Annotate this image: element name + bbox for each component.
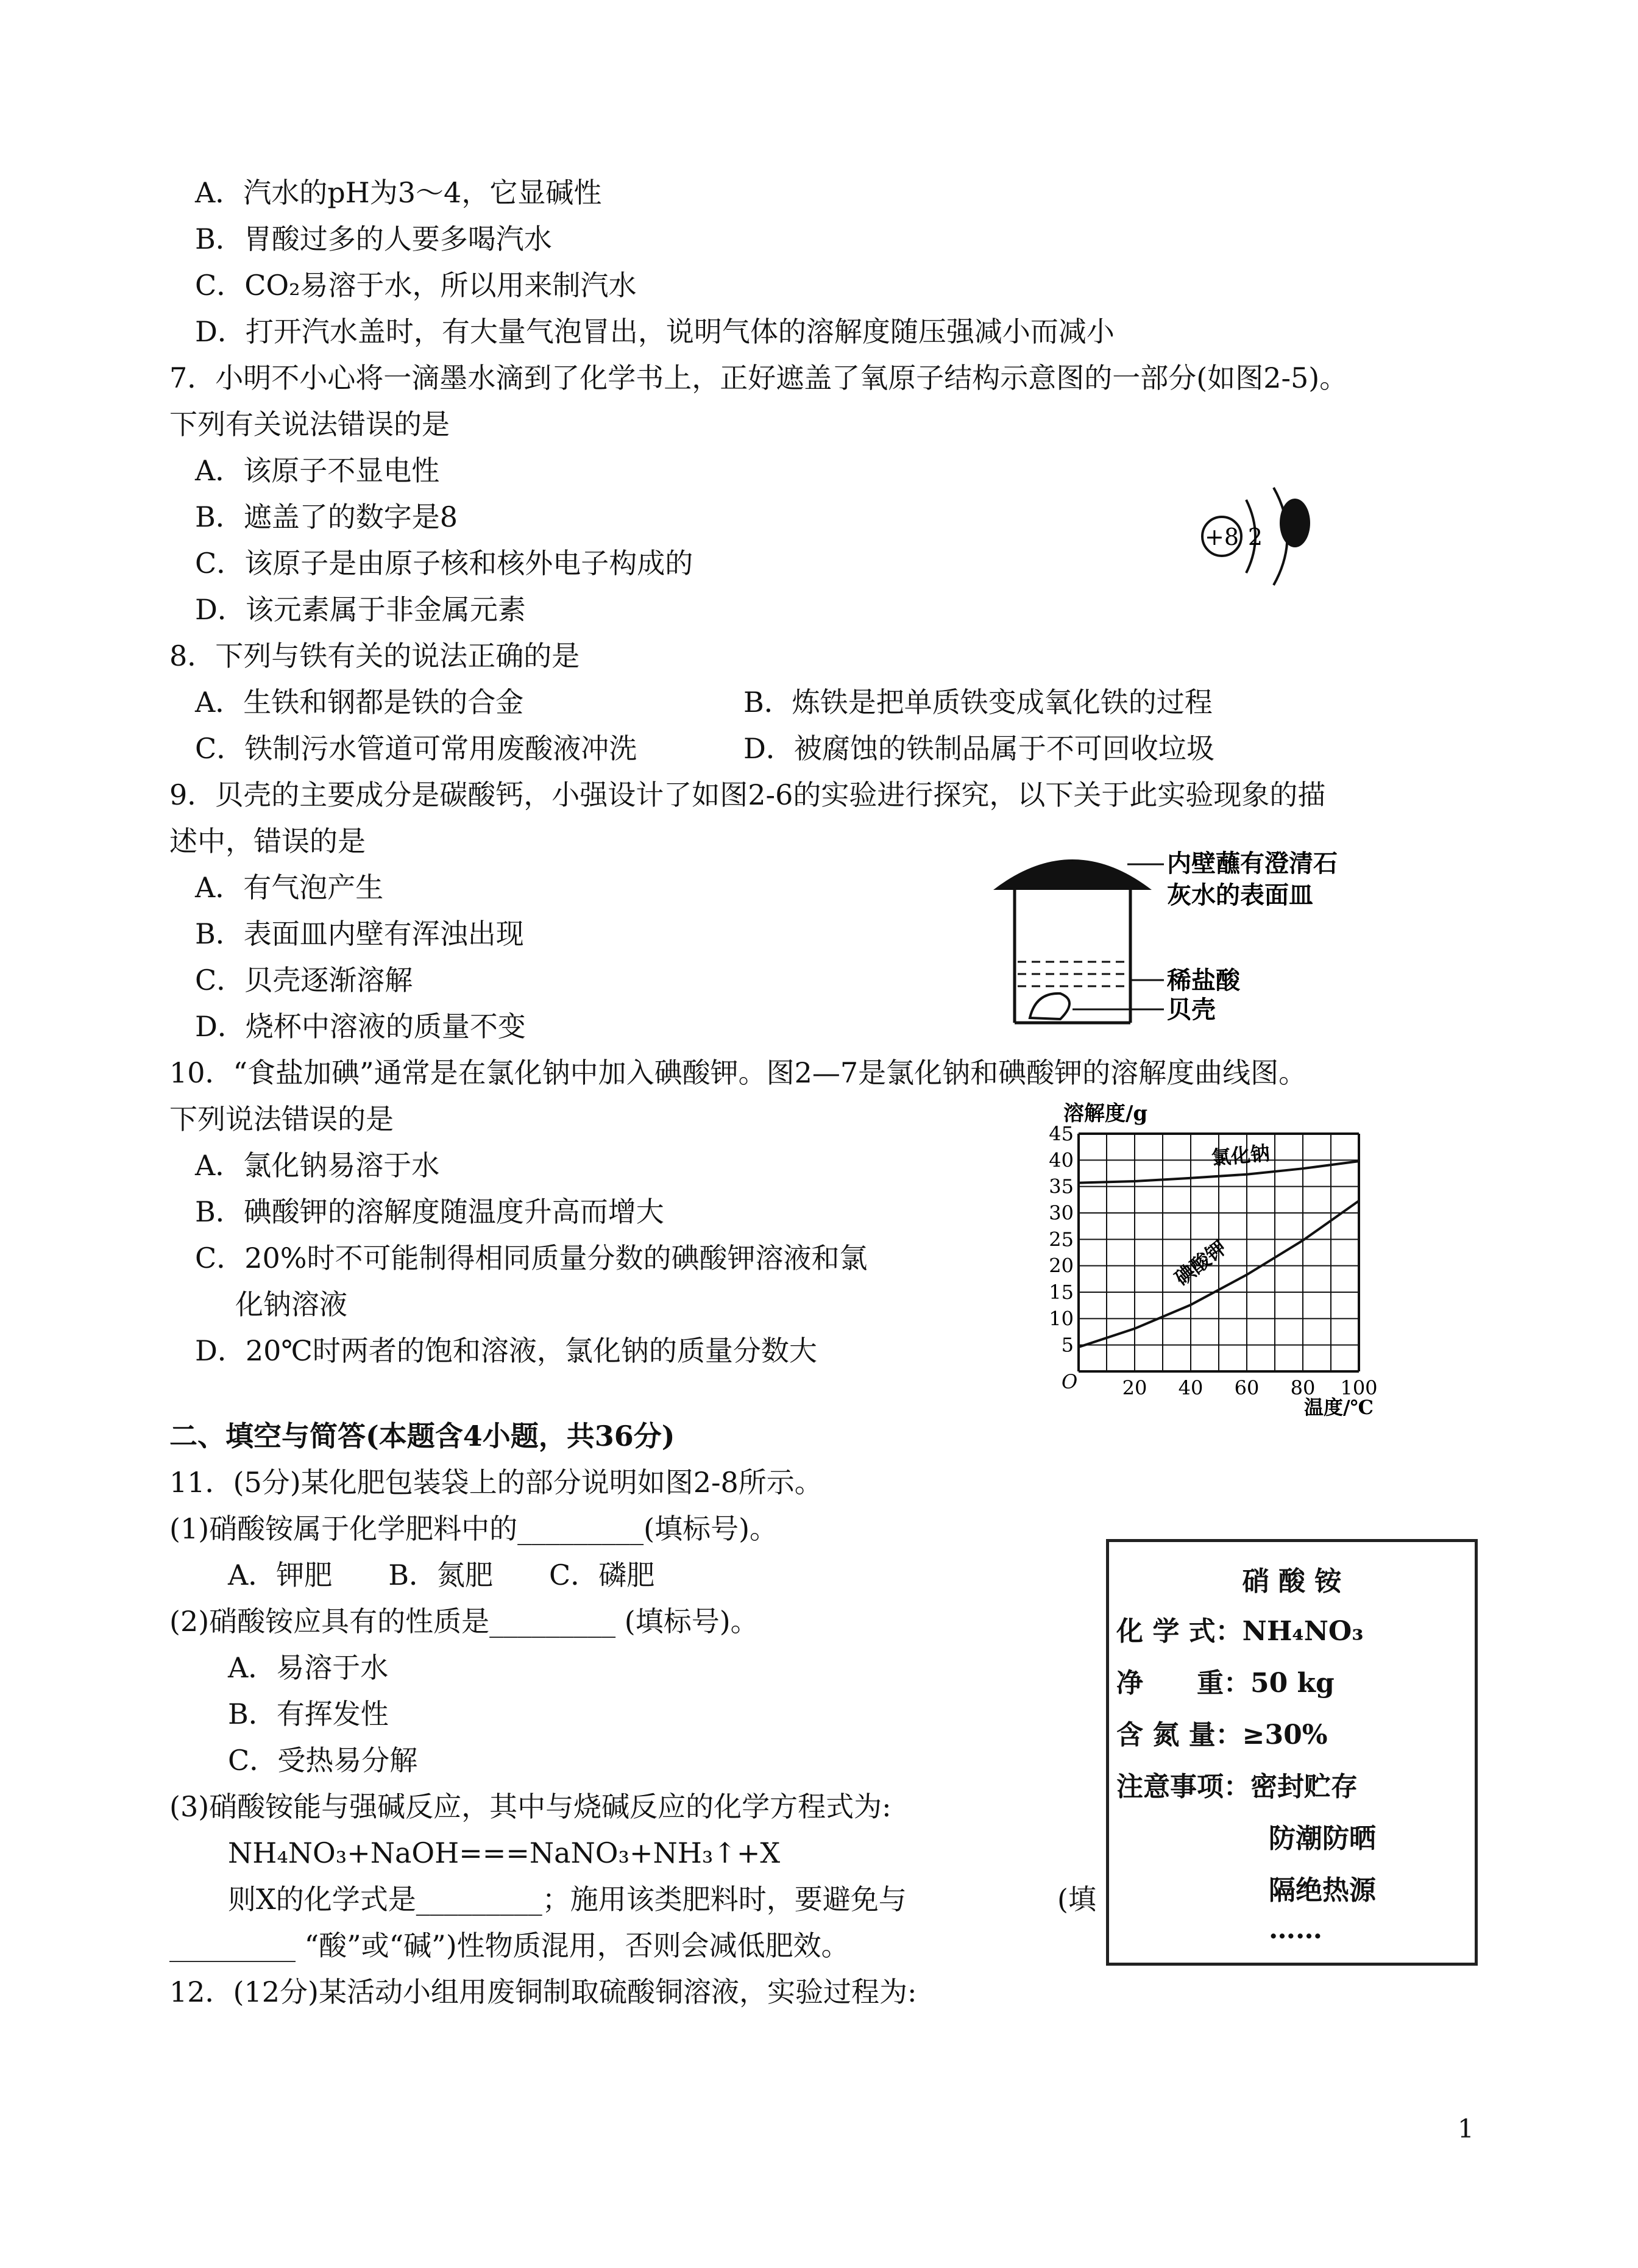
q11-part3: (3)硝酸铵能与强碱反应，其中与烧碱反应的化学方程式为:	[169, 1790, 892, 1823]
q7-stem-line2: 下列有关说法错误的是	[169, 408, 450, 441]
q8-option-c: C．铁制污水管道可常用废酸液冲洗	[195, 732, 637, 765]
series-label-kio3: 碘酸钾	[1170, 1235, 1231, 1290]
solubility-chart	[1036, 1097, 1402, 1426]
nucleus-charge: +8	[1204, 524, 1239, 550]
x-tick-label: 100	[1340, 1376, 1378, 1399]
q7-option-c: C．该原子是由原子核和核外电子构成的	[195, 547, 693, 580]
beaker-experiment-diagram	[987, 841, 1402, 1036]
label-row-notes: 注意事项：密封贮存	[1116, 1771, 1358, 1802]
q8-option-d: D．被腐蚀的铁制品属于不可回收垃圾	[743, 732, 1214, 765]
y-tick-label: 20	[1049, 1254, 1074, 1278]
chart-ylabel: 溶解度/g	[1063, 1101, 1148, 1126]
x-tick-label: 40	[1178, 1376, 1204, 1399]
q7-stem-line1: 7．小明不小心将一滴墨水滴到了化学书上，正好遮盖了氧原子结构示意图的一部分(如图2-5)。	[169, 361, 1348, 394]
label-row-note-3: 隔绝热源	[1269, 1875, 1376, 1906]
label-row-weight: 净 重：50 kg	[1116, 1668, 1335, 1699]
q10-option-c-line2: 化钠溶液	[235, 1288, 347, 1321]
q6-option-a: A．汽水的pH为3～4，它显碱性	[195, 176, 602, 209]
acid-label: 稀盐酸	[1167, 966, 1240, 995]
q12-stem: 12．(12分)某活动小组用废铜制取硫酸铜溶液，实验过程为:	[169, 1975, 917, 2008]
label-row-ellipsis: ……	[1269, 1914, 1322, 1945]
q11-part1-options: A．钾肥 B．氮肥 C．磷肥	[228, 1559, 655, 1591]
chart-xlabel: 温度/℃	[1304, 1396, 1374, 1419]
q10-option-b: B．碘酸钾的溶解度随温度升高而增大	[195, 1195, 664, 1228]
q10-option-d: D．20℃时两者的饱和溶液，氯化钠的质量分数大	[195, 1334, 817, 1367]
label-row-nitrogen: 含 氮 量：≥30%	[1116, 1719, 1328, 1751]
q6-option-b: B．胃酸过多的人要多喝汽水	[195, 222, 552, 255]
chart-origin: O	[1062, 1370, 1078, 1393]
q7-option-b: B．遮盖了的数字是8	[195, 500, 458, 533]
q10-option-a: A．氯化钠易溶于水	[195, 1149, 440, 1182]
series-label-nacl: 氯化钠	[1210, 1141, 1271, 1170]
y-tick-label: 30	[1049, 1201, 1074, 1225]
q9-stem-line1: 9．贝壳的主要成分是碳酸钙，小强设计了如图2-6的实验进行探究，以下关于此实验现象的描	[169, 778, 1326, 811]
page-number: 1	[1458, 2114, 1474, 2144]
label-row-note-2: 防潮防晒	[1269, 1823, 1376, 1854]
shell-piece	[1030, 994, 1069, 1019]
q7-option-a: A．该原子不显电性	[195, 454, 440, 487]
y-tick-label: 15	[1049, 1281, 1074, 1304]
q11-part3-line2: 则X的化学式是_________；施用该类肥料时，要避免与	[228, 1883, 907, 1916]
y-tick-label: 40	[1049, 1148, 1074, 1172]
q9-option-d: D．烧杯中溶液的质量不变	[195, 1010, 526, 1043]
q6-option-c: C．CO₂易溶于水，所以用来制汽水	[195, 269, 637, 302]
q9-option-b: B．表面皿内壁有浑浊出现	[195, 917, 524, 950]
y-tick-label: 25	[1049, 1228, 1074, 1251]
q10-stem-line2: 下列说法错误的是	[169, 1103, 394, 1136]
q6-option-d: D．打开汽水盖时，有大量气泡冒出，说明气体的溶解度随压强减小而减小	[195, 315, 1115, 348]
q10-stem-line1: 10．“食盐加碘”通常是在氯化钠中加入碘酸钾。图2—7是氯化钠和碘酸钾的溶解度曲线图。	[169, 1056, 1307, 1089]
oxygen-atom-diagram	[1188, 475, 1341, 597]
q11-part2: (2)硝酸铵应具有的性质是_________ (填标号)。	[169, 1605, 759, 1638]
label-row-formula: 化 学 式：NH₄NO₃	[1116, 1616, 1364, 1647]
y-tick-label: 45	[1049, 1122, 1074, 1145]
q11-part2-option-c: C．受热易分解	[228, 1744, 418, 1777]
shell-label: 贝壳	[1167, 995, 1216, 1024]
acid-surface	[1018, 962, 1127, 986]
q11-part2-option-b: B．有挥发性	[228, 1697, 389, 1730]
label-title: 硝 酸 铵	[1242, 1566, 1342, 1597]
q11-part1: (1)硝酸铵属于化学肥料中的_________(填标号)。	[169, 1512, 778, 1545]
dish-label-1: 内壁蘸有澄清石	[1167, 849, 1338, 878]
y-tick-label: 10	[1049, 1307, 1074, 1331]
q8-stem: 8．下列与铁有关的说法正确的是	[169, 639, 580, 672]
q9-option-a: A．有气泡产生	[195, 871, 384, 904]
q9-option-c: C．贝壳逐渐溶解	[195, 964, 413, 997]
fertilizer-label-box	[1106, 1539, 1478, 1966]
q11-part2-option-a: A．易溶于水	[228, 1651, 389, 1684]
y-tick-label: 35	[1049, 1175, 1074, 1198]
shell-1-electrons: 2	[1247, 524, 1263, 550]
q11-part3-line3: _________ “酸”或“碱”)性物质混用，否则会减低肥效。	[169, 1929, 849, 1962]
q11-stem: 11．(5分)某化肥包装袋上的部分说明如图2-8所示。	[169, 1466, 823, 1499]
x-tick-label: 20	[1122, 1376, 1147, 1399]
ink-blot	[1280, 499, 1310, 547]
q11-part3-equation: NH₄NO₃+NaOH===NaNO₃+NH₃↑+X	[228, 1836, 781, 1869]
section-2-title: 二、填空与简答(本题含4小题，共36分)	[169, 1420, 675, 1452]
x-tick-label: 80	[1290, 1376, 1316, 1399]
q7-option-d: D．该元素属于非金属元素	[195, 593, 526, 626]
q9-stem-line2: 述中，错误的是	[169, 825, 366, 858]
dish-label-2: 灰水的表面皿	[1167, 881, 1313, 909]
q8-option-a: A．生铁和钢都是铁的合金	[195, 686, 524, 719]
y-tick-label: 5	[1061, 1333, 1074, 1357]
x-tick-label: 60	[1234, 1376, 1260, 1399]
q11-part3-fill-note: (填	[1057, 1883, 1096, 1916]
q8-option-b: B．炼铁是把单质铁变成氧化铁的过程	[743, 686, 1213, 719]
q10-option-c-line1: C．20%时不可能制得相同质量分数的碘酸钾溶液和氯	[195, 1242, 868, 1274]
